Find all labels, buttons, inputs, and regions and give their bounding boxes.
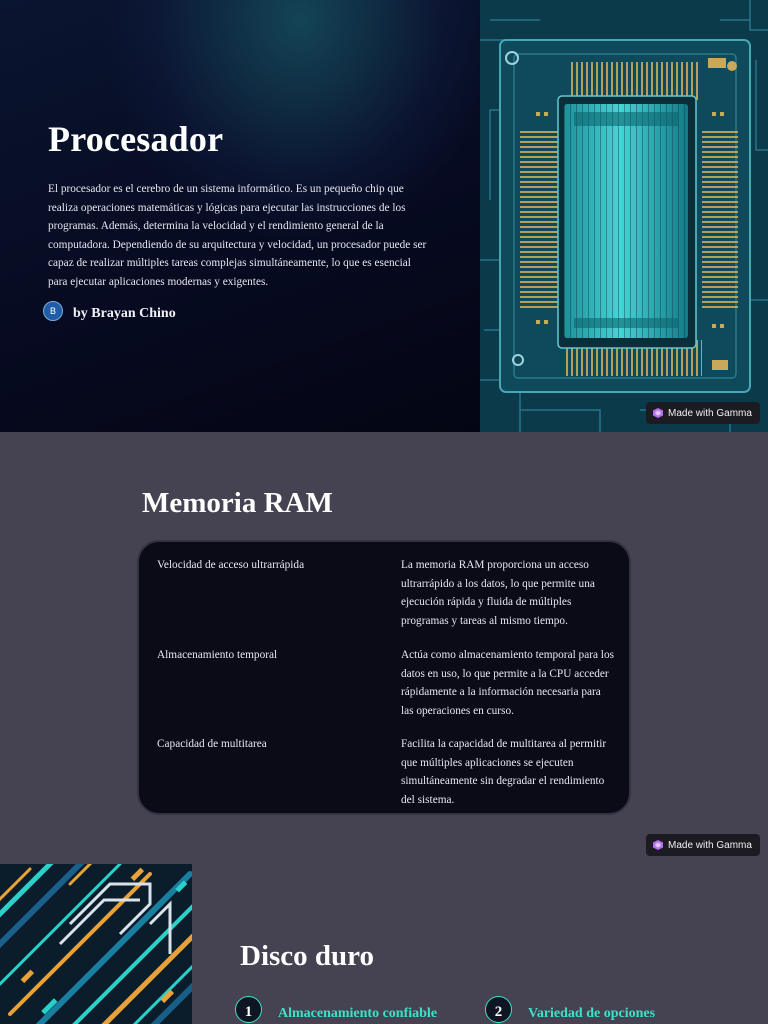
author-byline	[43, 300, 176, 322]
step-number: 2	[485, 996, 512, 1023]
author-name: by Brayan Chino	[73, 306, 176, 321]
step-label: Almacenamiento confiable	[278, 1005, 438, 1021]
badge-label: Made with Gamma	[668, 839, 752, 851]
step-label: Variedad de opciones	[528, 1005, 656, 1021]
gamma-logo-icon	[653, 408, 663, 418]
step-number: 1	[235, 996, 262, 1023]
badge-label: Made with Gamma	[668, 407, 752, 419]
circuit-chip-image	[480, 0, 768, 432]
circuit-chip-graphic	[480, 0, 768, 432]
abstract-circuit-image	[0, 864, 192, 1024]
slide-title: Procesador	[48, 119, 224, 159]
gamma-logo-icon	[653, 840, 663, 850]
row-label: Capacidad de multitarea	[157, 738, 267, 750]
row-text: Actúa como almacenamiento temporal para los datos en uso, lo que permite a la CPU acceder rápidamente a la información necesaria para las operaciones en curso.	[401, 649, 614, 718]
row-text: Facilita la capacidad de multitarea al permitir que múltiples aplicaciones se ejecuten simultáneamente sin degradar el rendimiento del sistema.	[401, 738, 607, 807]
made-with-gamma-badge[interactable]	[646, 834, 760, 856]
row-label: Almacenamiento temporal	[157, 649, 278, 661]
slide-title: Memoria RAM	[142, 487, 333, 519]
ram-info-card	[137, 540, 631, 815]
made-with-gamma-badge[interactable]	[646, 402, 760, 424]
avatar: B	[43, 301, 63, 321]
row-text: La memoria RAM proporciona un acceso ultrarrápido a los datos, lo que permite una ejecución rápida y fluida de múltiples programas y tareas al mismo tiempo.	[401, 559, 595, 628]
list-item	[235, 996, 437, 1023]
slide-description: El procesador es el cerebro de un sistema informático. Es un pequeño chip que realiza operaciones matemáticas y lógicas para ejecutar las instrucciones de los programas. Además, determina la velocidad y el rendimiento general de la computadora. Dependiendo de su arquitectura y velocidad, un procesador puede ser capaz de realizar múltiples tareas complejas simultáneamente, lo que es esencial para ejecutar aplicaciones modernas y exigentes.	[48, 183, 427, 288]
list-item	[485, 996, 655, 1023]
row-label: Velocidad de acceso ultrarrápida	[157, 559, 305, 571]
slide-procesador	[0, 0, 768, 432]
abstract-circuit-graphic	[0, 864, 192, 1024]
slide-title: Disco duro	[240, 940, 375, 972]
